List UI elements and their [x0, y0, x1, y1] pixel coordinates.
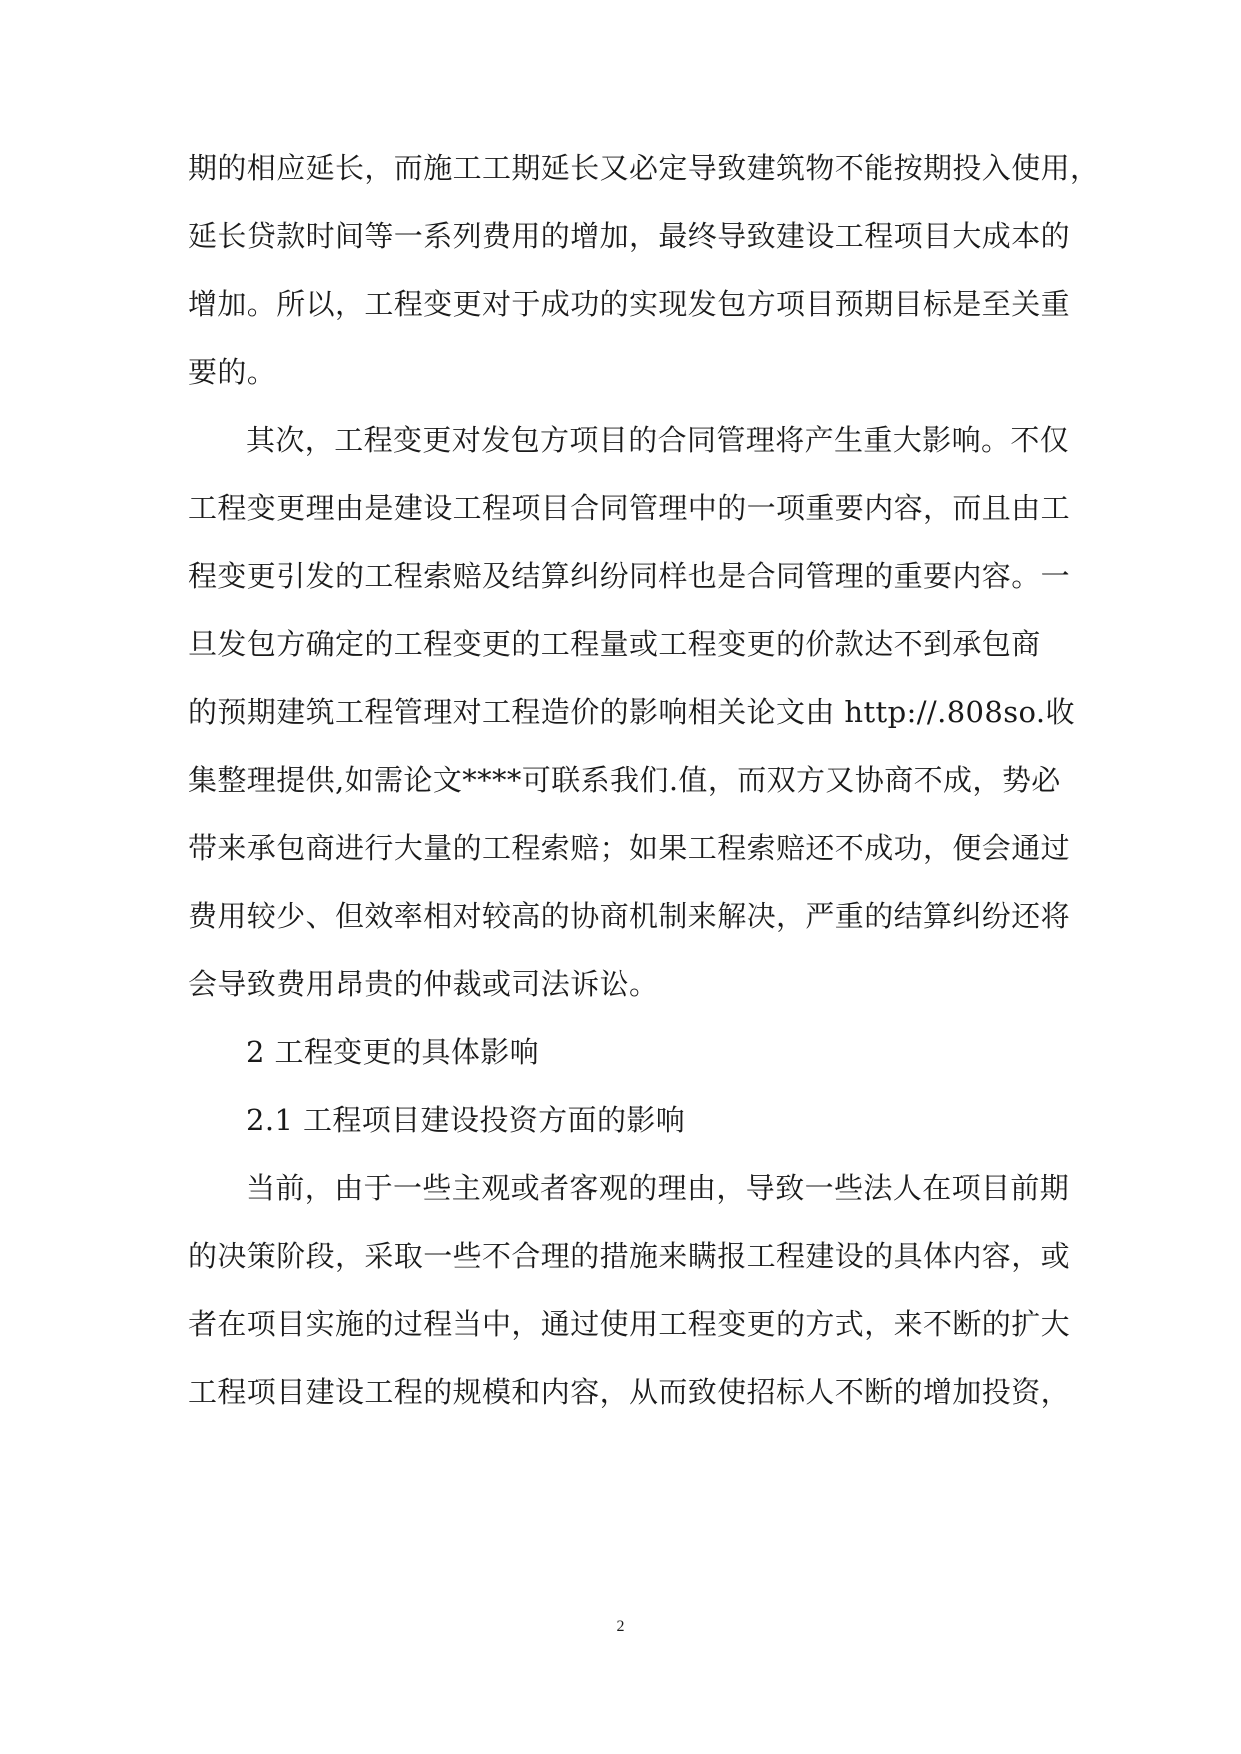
paragraph-line: 旦发包方确定的工程变更的工程量或工程变更的价款达不到承包商	[188, 627, 1041, 661]
paragraph-line: 工程变更理由是建设工程项目合同管理中的一项重要内容，而且由工	[188, 491, 1071, 525]
paragraph-line: 当前，由于一些主观或者客观的理由，导致一些法人在项目前期	[246, 1171, 1070, 1205]
paragraph-line: 延长贷款时间等一系列费用的增加，最终导致建设工程项目大成本的	[188, 219, 1071, 253]
paragraph-line: 程变更引发的工程索赔及结算纠纷同样也是合同管理的重要内容。一	[188, 559, 1071, 593]
paragraph-line: 费用较少、但效率相对较高的协商机制来解决，严重的结算纠纷还将	[188, 899, 1071, 933]
paragraph-line: 工程项目建设工程的规模和内容，从而致使招标人不断的增加投资，	[188, 1375, 1071, 1409]
paragraph-line: 的决策阶段，采取一些不合理的措施来瞒报工程建设的具体内容，或	[188, 1239, 1071, 1273]
paragraph-line: 要的。	[188, 355, 277, 389]
paragraph-line: 其次，工程变更对发包方项目的合同管理将产生重大影响。不仅	[246, 423, 1070, 457]
section-heading: 2 工程变更的具体影响	[246, 1035, 540, 1069]
paragraph-line: 会导致费用昂贵的仲裁或司法诉讼。	[188, 967, 659, 1001]
paragraph-line: 集整理提供,如需论文****可联系我们.值，而双方又协商不成，势必	[188, 763, 1061, 797]
page-number: 2	[616, 1618, 625, 1635]
paragraph-line: 带来承包商进行大量的工程索赔；如果工程索赔还不成功，便会通过	[188, 831, 1071, 865]
paragraph-line: 的预期建筑工程管理对工程造价的影响相关论文由 http://.808so.收	[188, 695, 1075, 729]
paragraph-line: 者在项目实施的过程当中，通过使用工程变更的方式，来不断的扩大	[188, 1307, 1071, 1341]
paragraph-line: 增加。所以，工程变更对于成功的实现发包方项目预期目标是至关重	[188, 287, 1071, 321]
subsection-heading: 2.1 工程项目建设投资方面的影响	[246, 1103, 686, 1137]
paragraph-line: 期的相应延长，而施工工期延长又必定导致建筑物不能按期投入使用，	[188, 151, 1100, 185]
